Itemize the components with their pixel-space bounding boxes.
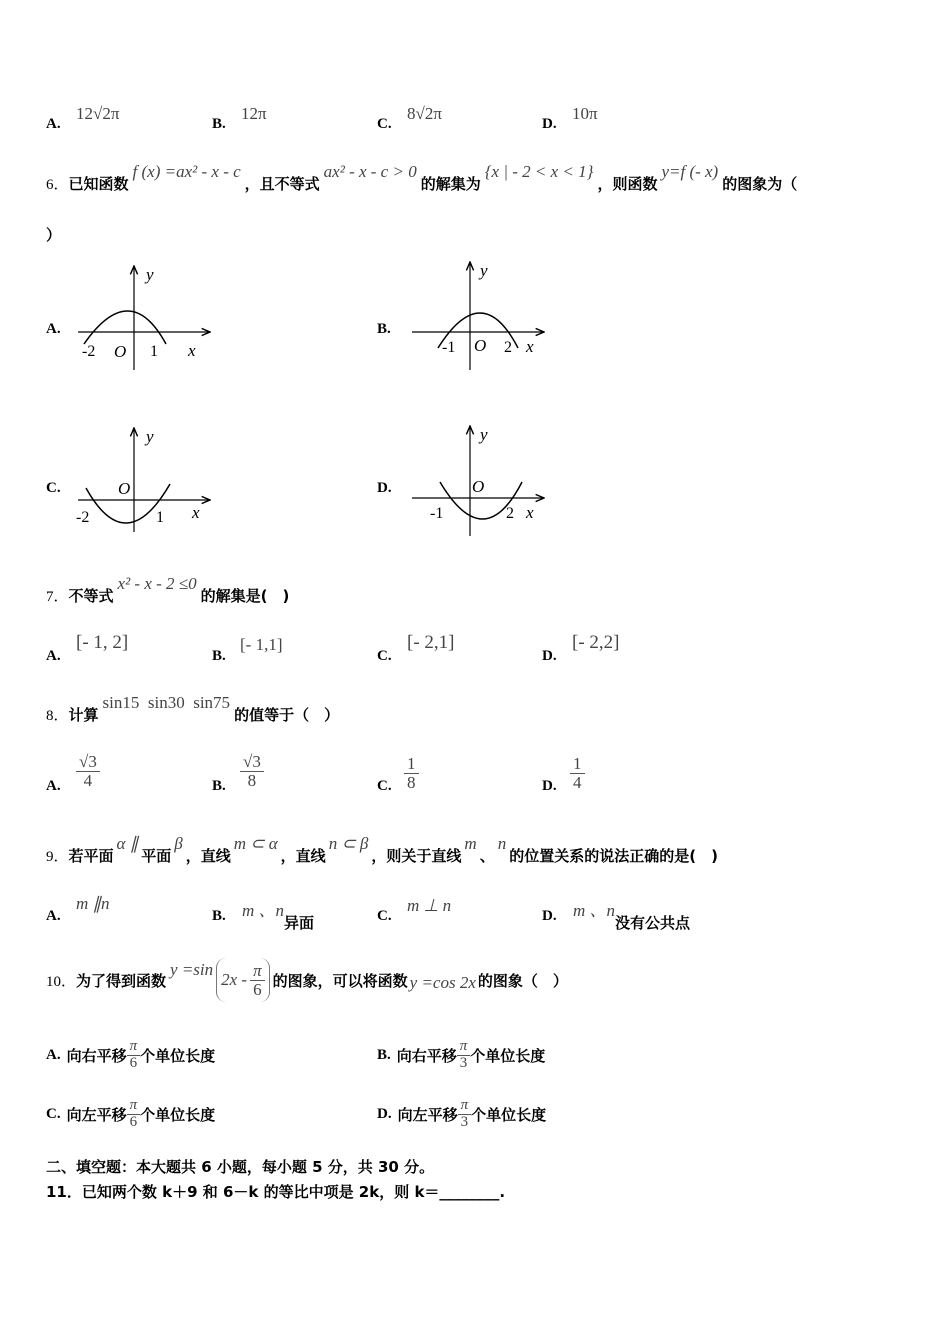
- q9-text-5: ，则关于直线: [371, 847, 462, 865]
- q9-text-2: 平面: [141, 847, 172, 865]
- option-post: 个单位长度: [471, 1105, 547, 1124]
- q6-target-function: y=f (- x): [661, 162, 719, 181]
- q7-text-1: 不等式: [68, 587, 114, 605]
- arg-left: 2x -: [221, 970, 248, 989]
- option-label: A.: [46, 1046, 61, 1063]
- q9-number: 9．: [46, 849, 69, 865]
- y-label: y: [146, 265, 154, 284]
- numerator: √3: [240, 753, 264, 772]
- q6-solution-set: {x | - 2 < x < 1}: [484, 162, 594, 181]
- option-pre: 向右平移: [66, 1046, 127, 1065]
- right-root-label: 2: [504, 339, 512, 356]
- q8-option-b-label: B.: [212, 778, 226, 794]
- right-root-label: 1: [150, 343, 158, 360]
- q6-function-expr: f (x) =ax² - x - c: [132, 162, 241, 181]
- q5-option-d-value: 10π: [572, 104, 598, 123]
- option-fraction: [127, 1039, 141, 1072]
- option-label: D.: [377, 1105, 392, 1122]
- q10-number: 10．: [46, 973, 77, 990]
- q6-option-a-label: A.: [46, 321, 61, 337]
- q9-option-a-label: A.: [46, 908, 61, 924]
- q6-text-2: ，且不等式: [244, 175, 320, 193]
- q6-graph-b: [404, 256, 554, 372]
- q8-option-a-label: A.: [46, 778, 61, 794]
- q5-option-c-value: 8√2π: [407, 104, 442, 123]
- q8-option-d-fraction: [570, 755, 585, 792]
- q9-alpha-parallel: α ∥: [116, 834, 139, 853]
- option-pre: 向右平移: [396, 1046, 457, 1065]
- q7-inequality: x² - x - 2 ≤0: [117, 574, 197, 593]
- q7-option-b-label: B.: [212, 648, 226, 664]
- q6-close-paren: ）: [46, 226, 62, 244]
- q6-inequality: ax² - x - c > 0: [323, 162, 417, 181]
- option-math: m ⊥ n: [407, 896, 452, 915]
- q9-n-subset-beta: n ⊂ β: [328, 834, 369, 853]
- q9-m: m: [464, 834, 477, 853]
- numerator: π: [127, 1039, 141, 1056]
- parabola: [84, 311, 166, 344]
- q7-option-d-label: D.: [542, 648, 557, 664]
- numerator: π: [457, 1039, 471, 1056]
- denominator: 3: [460, 1113, 469, 1130]
- q9-option-d: [573, 896, 691, 932]
- q9-n: n: [497, 834, 507, 853]
- right-root-label: 1: [156, 509, 164, 526]
- option-post: 个单位长度: [470, 1046, 546, 1065]
- q10-option-c: [46, 1098, 215, 1131]
- option-pre: 向左平移: [66, 1105, 127, 1124]
- q10-text-1: 为了得到函数: [76, 971, 167, 990]
- q9-text-6: 的位置关系的说法正确的是( ): [509, 847, 718, 865]
- option-post: 个单位长度: [140, 1105, 216, 1124]
- option-label: C.: [46, 1105, 61, 1122]
- option-post: 个单位长度: [140, 1046, 216, 1065]
- denominator: 4: [83, 770, 93, 790]
- option-label: B.: [377, 1046, 391, 1063]
- x-label: x: [192, 503, 200, 522]
- q6-text-3: 的解集为: [420, 175, 481, 193]
- q7-option-c-label: C.: [377, 648, 392, 664]
- q10-stem: [46, 955, 568, 1005]
- q6-option-d-label: D.: [377, 480, 392, 496]
- y-label: y: [480, 425, 488, 444]
- option-fraction: [457, 1039, 471, 1072]
- q7-option-a-value: [- 1, 2]: [76, 632, 129, 653]
- option-math: m ∥n: [76, 894, 110, 913]
- q6-number: 6．: [46, 177, 69, 193]
- q10-y-sin: y =sin: [170, 960, 214, 979]
- denominator: 3: [459, 1054, 468, 1071]
- q7-stem: [46, 574, 289, 606]
- q8-option-c-label: C.: [377, 778, 392, 794]
- option-math: m 、n: [242, 901, 285, 920]
- q6-graph-c: [70, 422, 220, 532]
- q7-option-c-value: [- 2,1]: [407, 632, 455, 653]
- option-fraction: [458, 1098, 472, 1131]
- origin-label: O: [472, 477, 485, 496]
- q8-option-d-label: D.: [542, 778, 557, 794]
- option-fraction: [127, 1098, 141, 1131]
- origin-label: O: [474, 336, 487, 355]
- q9-text-1: 若平面: [68, 847, 114, 865]
- left-root-label: -2: [76, 509, 90, 526]
- y-label: y: [480, 261, 488, 280]
- denominator: 6: [129, 1054, 138, 1071]
- y-label: y: [146, 427, 154, 446]
- option-text: 异面: [284, 914, 315, 932]
- option-text: 没有公共点: [615, 914, 691, 932]
- numerator: 1: [570, 755, 585, 774]
- denominator: 6: [253, 979, 262, 999]
- q11-text: 11．已知两个数 k＋9 和 6－k 的等比中项是 2k，则 k＝________.: [46, 1183, 506, 1201]
- left-root-label: -2: [82, 343, 96, 360]
- q9-beta: β: [174, 834, 183, 853]
- option-math: m 、n: [573, 901, 616, 920]
- q5-option-b-label: B.: [212, 116, 226, 132]
- q9-option-c: [407, 896, 451, 916]
- numerator: √3: [76, 753, 100, 772]
- left-root-label: -1: [442, 339, 456, 356]
- q8-number: 8．: [46, 708, 69, 724]
- denominator: 8: [407, 772, 416, 792]
- q8-option-b-fraction: [240, 753, 264, 790]
- q7-number: 7．: [46, 589, 69, 605]
- q9-m-subset-alpha: m ⊂ α: [233, 834, 278, 853]
- left-root-label: -1: [430, 505, 444, 522]
- denominator: 8: [247, 770, 257, 790]
- q5-option-a-label: A.: [46, 116, 61, 132]
- numerator: 1: [404, 755, 419, 774]
- q5-option-d-label: D.: [542, 116, 557, 132]
- q6-text-1: 已知函数: [68, 175, 129, 193]
- q9-text-3: ，直线: [185, 847, 231, 865]
- x-label: x: [526, 337, 534, 356]
- q10-option-a: [46, 1039, 215, 1072]
- q10-y-cos: y =cos 2x: [409, 973, 476, 992]
- q9-option-d-label: D.: [542, 908, 557, 924]
- q6-graph-d: [404, 420, 554, 538]
- q10-text-2: 的图象，可以将函数: [272, 971, 408, 990]
- q9-option-b: [242, 896, 315, 932]
- q6-option-c-label: C.: [46, 480, 61, 496]
- q10-option-b: [377, 1039, 545, 1072]
- q8-option-a-fraction: [76, 753, 100, 790]
- q6-text-5: 的图象为（: [722, 175, 798, 193]
- q7-option-a-label: A.: [46, 648, 61, 664]
- origin-label: O: [114, 342, 127, 361]
- q6-graph-a: [70, 258, 220, 370]
- numerator: π: [250, 962, 265, 981]
- q7-option-d-value: [- 2,2]: [572, 632, 620, 653]
- denominator: 4: [573, 772, 582, 792]
- q7-option-b-value: [- 1,1]: [240, 635, 283, 654]
- q8-expression: sin15 sin30 sin75: [102, 693, 231, 712]
- right-root-label: 2: [506, 505, 514, 522]
- q7-text-2: 的解集是( ): [200, 587, 290, 605]
- origin-label: O: [118, 479, 131, 498]
- q5-option-c-label: C.: [377, 116, 392, 132]
- q6-stem: [46, 162, 797, 194]
- q9-option-c-label: C.: [377, 908, 392, 924]
- q9-separator: 、: [479, 847, 495, 865]
- q8-text-1: 计算: [68, 706, 99, 724]
- q6-text-4: ，则函数: [597, 175, 658, 193]
- q9-option-a: [76, 894, 110, 914]
- x-label: x: [188, 341, 196, 360]
- q9-stem: [46, 834, 718, 866]
- q8-stem: [46, 693, 339, 725]
- q6-option-b-label: B.: [377, 321, 391, 337]
- numerator: π: [458, 1098, 472, 1115]
- q9-text-4: ，直线: [280, 847, 326, 865]
- q5-option-a-value: 12√2π: [76, 104, 120, 123]
- q5-option-b-value: 12π: [241, 104, 267, 123]
- section-2-heading: 二、填空题：本大题共 6 小题，每小题 5 分，共 30 分。: [46, 1158, 435, 1176]
- pi-over-six: [250, 962, 265, 999]
- q8-text-2: 的值等于（ ）: [234, 706, 340, 724]
- denominator: 6: [129, 1113, 138, 1130]
- q10-option-d: [377, 1098, 546, 1131]
- q10-text-3: 的图象（ ）: [477, 971, 568, 990]
- q10-sin-argument: [216, 958, 270, 1002]
- x-label: x: [526, 503, 534, 522]
- q9-option-b-label: B.: [212, 908, 226, 924]
- option-pre: 向左平移: [397, 1105, 458, 1124]
- q8-option-c-fraction: [404, 755, 419, 792]
- numerator: π: [127, 1098, 141, 1115]
